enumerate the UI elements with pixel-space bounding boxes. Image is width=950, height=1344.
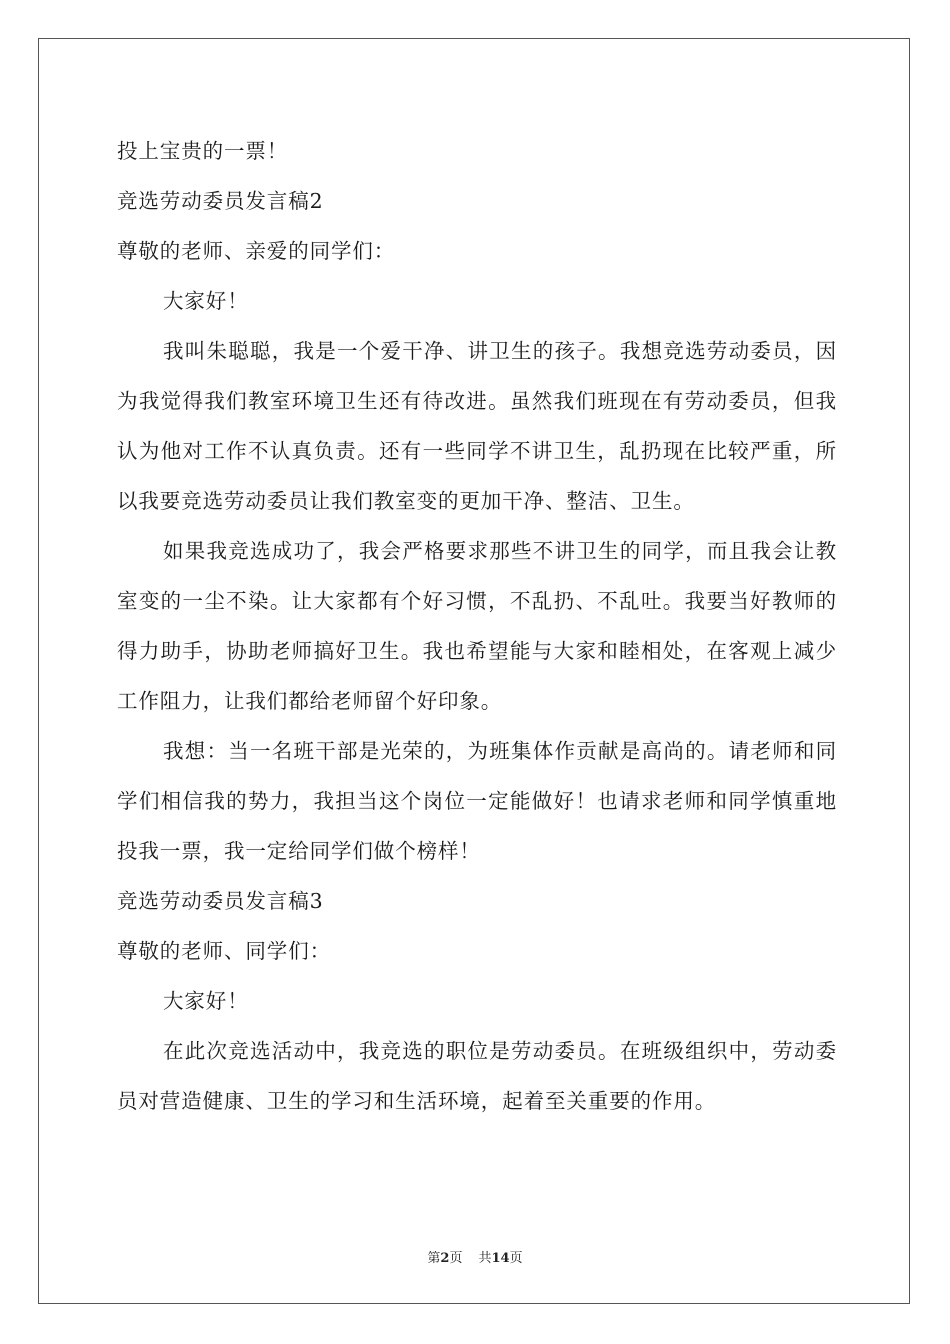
- page-footer: [0, 1247, 950, 1266]
- document-body: [117, 126, 837, 1126]
- footer-total-suffix: 页: [509, 1251, 523, 1266]
- body-paragraph: 我叫朱聪聪，我是一个爱干净、讲卫生的孩子。我想竞选劳动委员，因为我觉得我们教室环境卫生还有待改进。虽然我们班现在有劳动委员，但我认为他对工作不认真负责。还有一些同学不讲卫生，乱扔现在比较严重，所以我要竞选劳动委员让我们教室变的更加干净、整洁、卫生。: [117, 339, 837, 513]
- text-line: 投上宝贵的一票！: [117, 139, 289, 163]
- greeting: 大家好！: [163, 989, 249, 1013]
- total-pages-number: 14: [491, 1251, 510, 1266]
- current-page-number: 2: [440, 1251, 450, 1266]
- footer-page-suffix: 页: [449, 1251, 463, 1266]
- section-heading: 竞选劳动委员发言稿2: [117, 189, 324, 213]
- salutation: 尊敬的老师、亲爱的同学们：: [117, 239, 396, 263]
- greeting: 大家好！: [163, 289, 249, 313]
- body-paragraph: 如果我竞选成功了，我会严格要求那些不讲卫生的同学，而且我会让教室变的一尘不染。让大家都有个好习惯，不乱扔、不乱吐。我要当好教师的得力助手，协助老师搞好卫生。我也希望能与大家和睦相处，在客观上减少工作阻力，让我们都给老师留个好印象。: [117, 539, 837, 713]
- salutation: 尊敬的老师、同学们：: [117, 939, 331, 963]
- body-paragraph: 我想：当一名班干部是光荣的，为班集体作贡献是高尚的。请老师和同学们相信我的势力，我担当这个岗位一定能做好！也请求老师和同学慎重地投我一票，我一定给同学们做个榜样！: [117, 739, 837, 863]
- section-heading: 竞选劳动委员发言稿3: [117, 889, 324, 913]
- footer-total-prefix: 共: [478, 1251, 492, 1266]
- body-paragraph: 在此次竞选活动中，我竞选的职位是劳动委员。在班级组织中，劳动委员对营造健康、卫生的学习和生活环境，起着至关重要的作用。: [117, 1039, 837, 1113]
- footer-prefix: 第: [427, 1251, 441, 1266]
